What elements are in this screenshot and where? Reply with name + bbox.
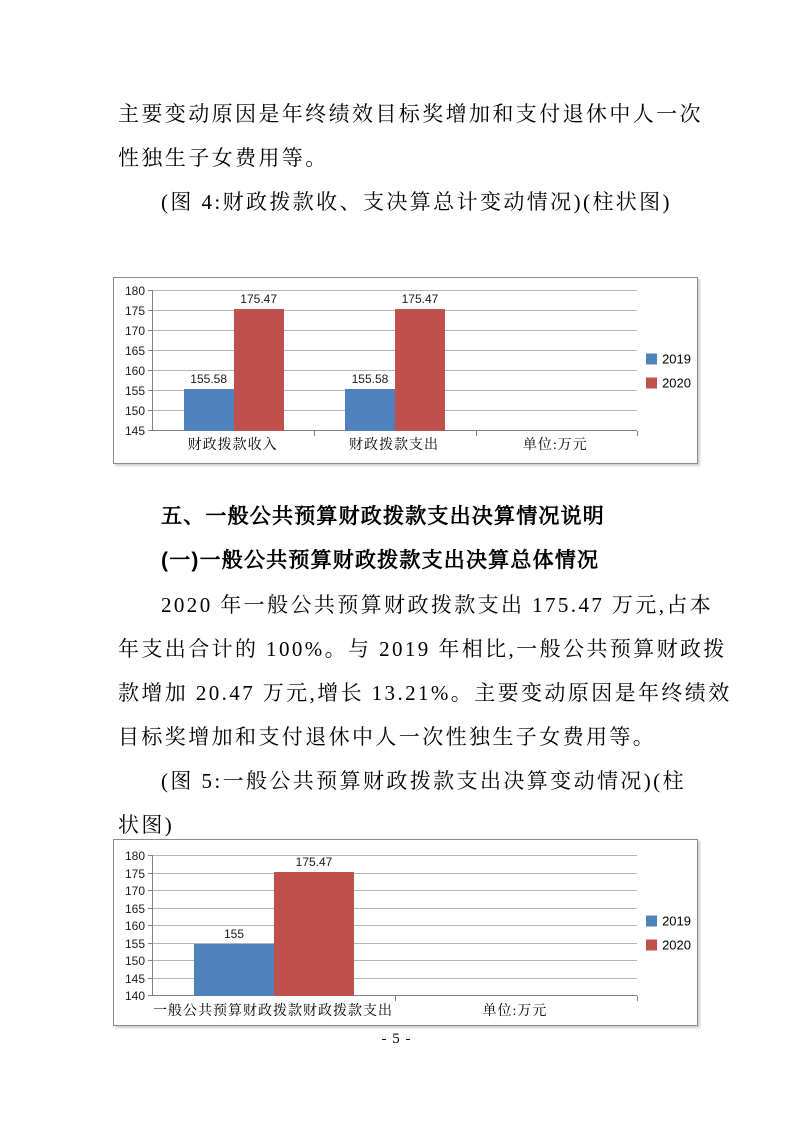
bar-value-label: 155.58 <box>351 371 389 386</box>
y-tick-label: 140 <box>124 989 145 1003</box>
paragraph-block-1 <box>118 92 703 224</box>
legend-swatch-icon <box>646 939 657 950</box>
category-labels <box>152 434 636 454</box>
y-axis-ticks <box>114 849 150 1003</box>
category-label: 财政拨款收入 <box>187 438 278 453</box>
category-label: 一般公共预算财政拨款财政拨款支出 <box>153 1004 393 1019</box>
y-tick-label: 165 <box>124 901 145 916</box>
legend-item <box>646 375 691 390</box>
sub-heading: (一)一般公共预算财政拨款支出决算总体情况 <box>161 549 600 572</box>
y-tick-label: 145 <box>124 971 145 986</box>
plot-area <box>152 291 637 431</box>
bar-slots <box>153 291 637 431</box>
y-tick-label: 155 <box>124 936 145 951</box>
y-tick-label: 175 <box>124 866 145 881</box>
bar-slots <box>153 856 637 996</box>
page-number: - 5 - <box>381 1031 412 1047</box>
category-slot <box>476 291 637 431</box>
category-slot <box>153 291 314 431</box>
bar-2019 <box>345 371 395 431</box>
chart-legend <box>646 351 691 390</box>
legend-swatch-icon <box>646 915 657 926</box>
y-tick-label: 170 <box>124 324 145 338</box>
bar-2020 <box>234 292 284 431</box>
y-tick-label: 180 <box>124 849 145 863</box>
figure4-bar-chart <box>113 277 698 464</box>
legend-item <box>646 913 691 928</box>
paragraph-line: 性独生子女费用等。 <box>118 146 329 170</box>
category-slot <box>395 856 637 996</box>
paragraph-line: 主要变动原因是年终绩效目标奖增加和支付退休中人一次 <box>118 102 703 126</box>
paragraph-line: 2020 年一般公共预算财政拨款支出 175.47 万元,占本 <box>161 593 714 617</box>
category-label: 财政拨款支出 <box>348 438 439 453</box>
paragraph-line: 年支出合计的 100%。与 2019 年相比,一般公共预算财政拨 <box>118 637 727 661</box>
legend-swatch-icon <box>646 377 657 388</box>
y-tick-label: 150 <box>124 404 145 418</box>
paragraph-block-2 <box>118 495 732 847</box>
category-labels <box>152 1000 636 1020</box>
legend-label: 2020 <box>662 375 691 390</box>
section-heading: 五、一般公共预算财政拨款支出决算情况说明 <box>161 505 605 528</box>
y-tick-label: 160 <box>124 364 145 378</box>
legend-label: 2019 <box>662 913 691 928</box>
category-label: 单位:万元 <box>482 1004 548 1019</box>
y-tick-label: 180 <box>124 284 145 298</box>
bar-value-label: 175.47 <box>401 292 439 307</box>
bar-2020 <box>274 854 354 996</box>
legend-item <box>646 937 691 952</box>
bar-group <box>345 291 445 431</box>
legend-item <box>646 351 691 366</box>
y-tick-label: 160 <box>124 919 145 933</box>
category-slot <box>314 291 475 431</box>
legend-label: 2019 <box>662 351 691 366</box>
y-tick-label: 150 <box>124 954 145 968</box>
y-tick-label: 145 <box>124 424 145 438</box>
y-tick-label: 175 <box>124 304 145 318</box>
y-tick-label: 155 <box>124 384 145 398</box>
y-tick-label: 170 <box>124 884 145 898</box>
chart-legend <box>646 913 691 952</box>
paragraph-line: 款增加 20.47 万元,增长 13.21%。主要变动原因是年终绩效 <box>118 681 732 705</box>
plot-area <box>152 856 637 996</box>
legend-swatch-icon <box>646 353 657 364</box>
bar-value-label: 175.47 <box>240 292 278 307</box>
bar-value-label: 175.47 <box>295 854 333 869</box>
bar-2019 <box>194 926 274 997</box>
bar-2020 <box>395 292 445 431</box>
bar-value-label: 155 <box>223 926 245 941</box>
figure5-caption: 状图) <box>118 813 175 837</box>
category-label: 单位:万元 <box>522 438 588 453</box>
paragraph-line: 目标奖增加和支付退休中人一次性独生子女费用等。 <box>118 725 657 749</box>
category-slot <box>153 856 395 996</box>
y-axis-ticks <box>114 284 150 438</box>
figure5-caption: (图 5:一般公共预算财政拨款支出决算变动情况)(柱 <box>161 769 686 793</box>
bar-group <box>184 291 284 431</box>
figure5-bar-chart <box>113 839 698 1026</box>
bar-group <box>194 856 354 996</box>
bar-value-label: 155.58 <box>190 371 228 386</box>
y-tick-label: 165 <box>124 344 145 358</box>
figure4-caption: (图 4:财政拨款收、支决算总计变动情况)(柱状图) <box>161 190 672 214</box>
legend-label: 2020 <box>662 937 691 952</box>
bar-2019 <box>184 371 234 431</box>
